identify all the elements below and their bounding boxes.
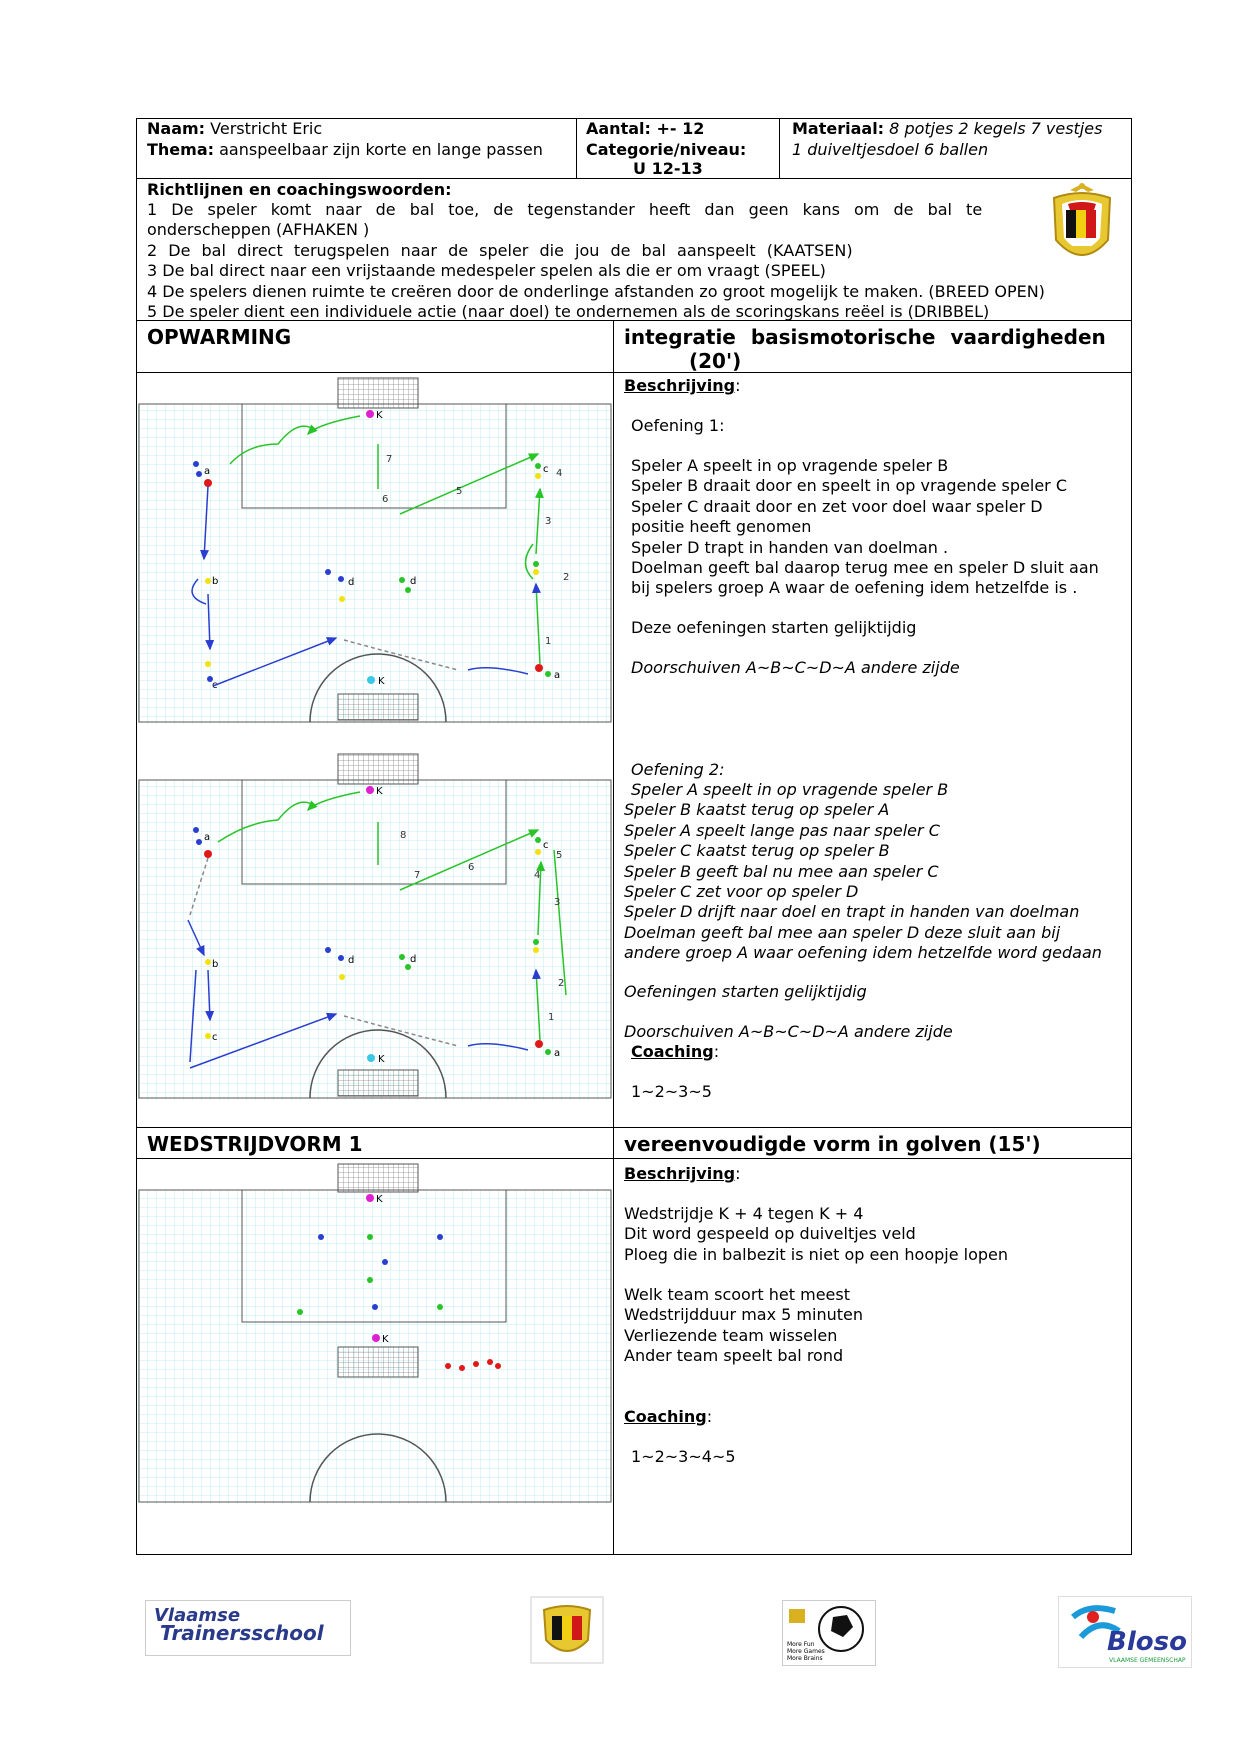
svg-text:3: 3 xyxy=(545,516,552,527)
richtlijn-line: 4 De spelers dienen ruimte te creëren door de onderlinge afstanden zo groot mogelijk te maken. (BREED OPEN) xyxy=(147,281,1045,301)
step-line: Speler D trapt in handen van doelman . xyxy=(631,537,949,557)
svg-text:a: a xyxy=(554,1048,561,1059)
svg-text:1: 1 xyxy=(548,1012,555,1023)
step-line: Speler B kaatst terug op speler A xyxy=(624,800,890,820)
text-line: Wedstrijdduur max 5 minuten xyxy=(624,1305,863,1325)
oefening2-diagram xyxy=(138,750,612,1100)
aantal: Aantal: +- 12 xyxy=(586,119,705,138)
step-line: Speler A speelt in op vragende speler B xyxy=(631,456,949,475)
step-line: Speler D drijft naar doel en trapt in handen van doelman xyxy=(624,902,1080,922)
svg-text:d: d xyxy=(410,954,417,965)
bloso-logo: Bloso VLAAMSE GEMEENSCHAP xyxy=(1058,1596,1192,1668)
divider xyxy=(136,1158,1132,1159)
svg-text:c: c xyxy=(212,1032,218,1043)
text-line: Ploeg die in balbezit is niet op een hoopje lopen xyxy=(624,1244,1009,1264)
svg-text:6: 6 xyxy=(468,862,475,873)
step-line: Speler B draait door en speelt in op vragende speler C xyxy=(631,476,1068,496)
step-line: Speler C draait door en zet voor doel waar speler D xyxy=(631,496,1043,516)
opwarming-title: OPWARMING xyxy=(147,325,292,349)
richtlijnen-title: Richtlijnen en coachingswoorden: xyxy=(147,180,452,199)
materiaal-2: 1 duiveltjesdoel 6 ballen xyxy=(792,140,989,159)
svg-text:K: K xyxy=(376,410,383,421)
svg-text:7: 7 xyxy=(386,454,393,465)
text-line: Welk team scoort het meest xyxy=(624,1285,850,1304)
svg-text:c: c xyxy=(212,680,218,691)
richtlijnen-list xyxy=(147,200,1045,322)
step-line: andere groep A waar oefening idem hetzelfde word gedaan xyxy=(624,943,1102,963)
richtlijn-line: 2 De bal direct terugspelen naar de speler die jou de bal aanspeelt (KAATSEN) xyxy=(147,240,853,260)
svg-text:a: a xyxy=(204,466,211,477)
vlaamse-trainersschool-logo: Vlaamse Trainersschool xyxy=(145,1600,351,1656)
svg-text:5: 5 xyxy=(456,486,463,497)
categorie-value: U 12-13 xyxy=(633,159,703,178)
text-line: Ander team speelt bal rond xyxy=(624,1346,844,1366)
svg-text:3: 3 xyxy=(554,897,561,908)
opwarming-subtitle: integratie basismotorische vaardigheden xyxy=(624,325,1106,349)
oefening1-title: Oefening 1: xyxy=(631,416,725,435)
wedstrijd-beschrijving-label: Beschrijving: xyxy=(624,1164,741,1183)
materiaal: Materiaal: 8 potjes 2 kegels 7 vestjes xyxy=(792,119,1103,138)
divider xyxy=(136,372,1132,373)
step-line: Speler B geeft bal nu mee aan speler C xyxy=(624,861,939,881)
step-line: Speler A speelt in op vragende speler B xyxy=(631,780,949,799)
step-line: positie heeft genomen xyxy=(631,517,812,537)
coaching-value: 1~2~3~5 xyxy=(631,1082,712,1101)
divider xyxy=(576,118,577,178)
richtlijn-line: 3 De bal direct naar een vrijstaande medespeler spelen als die er om vraagt (SPEEL) xyxy=(147,261,826,281)
svg-text:d: d xyxy=(348,955,355,966)
svg-text:a: a xyxy=(204,832,211,843)
categorie-label: Categorie/niveau: xyxy=(586,140,747,159)
wedstrijd-coaching-label: Coaching: xyxy=(624,1407,713,1426)
step-line: bij spelers groep A waar de oefening idem hetzelfde is . xyxy=(631,578,1078,598)
oefening1-diagram xyxy=(138,374,612,724)
text-line: Dit word gespeeld op duiveltjes veld xyxy=(624,1224,916,1244)
wedstrijd-lines xyxy=(624,1204,1008,1265)
svg-text:d: d xyxy=(410,576,417,587)
step-line: Doelman geeft bal daarop terug mee en speler D sluit aan xyxy=(631,558,1099,578)
svg-text:8: 8 xyxy=(400,830,407,841)
richtlijn-line: 5 De speler dient een individuele actie (naar doel) te ondernemen als de scoringskans reëel is (DRIBBEL) xyxy=(147,302,990,322)
svg-text:b: b xyxy=(212,576,219,587)
step-line: Doelman geeft bal mee aan speler D deze sluit aan bij xyxy=(624,922,1061,942)
divider xyxy=(613,320,614,1555)
svg-text:4: 4 xyxy=(534,870,541,881)
step-line: Speler A speelt lange pas naar speler C xyxy=(624,820,940,840)
svg-text:K: K xyxy=(378,1054,385,1065)
beschrijving-label: Beschrijving: xyxy=(624,376,741,395)
naam: Naam: Verstricht Eric xyxy=(147,119,323,138)
svg-text:4: 4 xyxy=(556,468,563,479)
svg-text:K: K xyxy=(378,676,385,687)
svg-text:c: c xyxy=(543,840,549,851)
step-line: Speler C zet voor op speler D xyxy=(624,882,859,902)
oefening2-rotate: Doorschuiven A~B~C~D~A andere zijde xyxy=(624,1022,953,1041)
step-line: Speler C kaatst terug op speler B xyxy=(624,841,890,861)
text-line: Wedstrijdje K + 4 tegen K + 4 xyxy=(624,1204,864,1223)
kbvb-crest-logo xyxy=(1044,180,1120,270)
svg-text:2: 2 xyxy=(563,572,570,583)
kbvb-small-logo xyxy=(530,1596,604,1664)
wedstrijdvorm-title: WEDSTRIJDVORM 1 xyxy=(147,1132,363,1156)
svg-text:K: K xyxy=(376,1194,383,1205)
svg-text:7: 7 xyxy=(414,870,421,881)
svg-text:2: 2 xyxy=(558,978,565,989)
svg-text:d: d xyxy=(348,577,355,588)
svg-text:5: 5 xyxy=(556,850,563,861)
wedstrijd-lines-2 xyxy=(624,1285,863,1367)
opwarming-duration: (20') xyxy=(689,349,742,373)
svg-text:6: 6 xyxy=(382,494,389,505)
richtlijn-line: 1 De speler komt naar de bal toe, de tegenstander heeft dan geen kans om de bal te xyxy=(147,200,983,219)
wedstrijdvorm-diagram xyxy=(138,1162,612,1504)
svg-text:K: K xyxy=(376,786,383,797)
wedstrijdvorm-subtitle: vereenvoudigde vorm in golven (15') xyxy=(624,1132,1041,1156)
oefening2-start: Oefeningen starten gelijktijdig xyxy=(624,982,867,1001)
thema: Thema: aanspeelbaar zijn korte en lange passen xyxy=(147,140,543,159)
svg-text:b: b xyxy=(212,959,219,970)
svg-text:c: c xyxy=(543,464,549,475)
oefening2-steps xyxy=(624,780,1102,964)
coaching-label: Coaching: xyxy=(631,1042,720,1061)
svg-text:a: a xyxy=(554,670,561,681)
svg-text:K: K xyxy=(382,1334,389,1345)
divider xyxy=(136,1127,1132,1128)
oefening1-start: Deze oefeningen starten gelijktijdig xyxy=(631,618,917,637)
divider xyxy=(779,118,780,178)
richtlijn-line: onderscheppen (AFHAKEN ) xyxy=(147,220,370,240)
oefening1-rotate: Doorschuiven A~B~C~D~A andere zijde xyxy=(631,658,960,677)
svg-text:1: 1 xyxy=(545,636,552,647)
oefening2-title: Oefening 2: xyxy=(631,760,725,779)
oefening1-steps xyxy=(631,456,1099,599)
more-fun-logo: More Fun More Games More Brains xyxy=(782,1600,876,1666)
wedstrijd-coaching-value: 1~2~3~4~5 xyxy=(631,1447,736,1466)
text-line: Verliezende team wisselen xyxy=(624,1325,838,1345)
